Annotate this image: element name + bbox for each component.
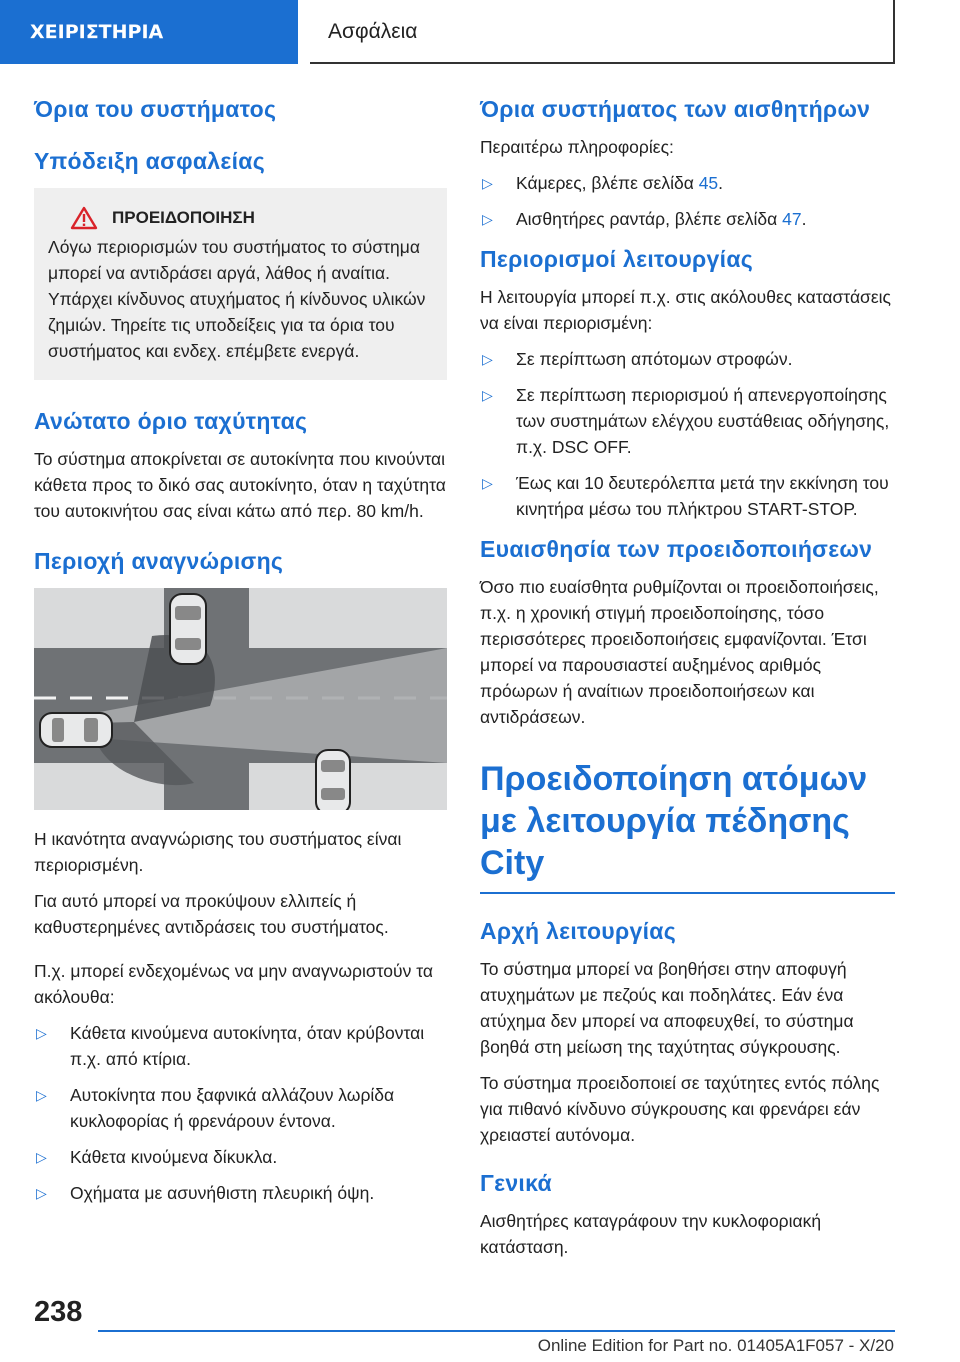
- triangle-bullet-icon: ▷: [482, 387, 493, 403]
- detection-area-illustration: [34, 588, 447, 810]
- list-item: [480, 382, 895, 460]
- heading-general: Γενικά: [480, 1170, 552, 1196]
- list-item: [480, 170, 895, 196]
- list-item: [34, 1144, 447, 1170]
- list-item: [480, 206, 895, 232]
- list-item: [34, 1180, 447, 1206]
- vehicle-own: [40, 713, 112, 747]
- triangle-bullet-icon: ▷: [36, 1087, 47, 1103]
- edition-text: Online Edition for Part no. 01405A1F057 - X/20: [537, 1336, 894, 1355]
- more-info-label: Περαιτέρω πληροφορίες:: [480, 137, 674, 157]
- principle-paragraph-1: Το σύστημα μπορεί να βοηθήσει στην αποφυγή ατυχημάτων με πεζούς και ποδηλάτες. Εάν ένα ατύχημα δεν μπορεί να αποφευχθεί, το σύστημα βοηθά στη μείωση της ταχύτητας σύγκρουσης.: [480, 959, 854, 1057]
- chapter-tab: ΧΕΙΡΙΣΤΗΡΙΑ: [0, 0, 298, 64]
- warning-triangle-icon: [70, 206, 98, 230]
- heading-sensitivity: Ευαισθησία των προειδοποιήσεων: [480, 536, 873, 562]
- list-item-text: Κάμερες, βλέπε σελίδα: [516, 173, 699, 193]
- heading-function-limits: Περιορισμοί λειτουργίας: [480, 246, 754, 272]
- speed-text: Το σύστημα αποκρίνεται σε αυτοκίνητα που κινούνται κάθετα προς το δικό σας αυτοκίνητο, όταν η ταχύτητα του αυτοκινήτου σας είναι κάτω από περ. 80 km/h.: [34, 449, 446, 521]
- triangle-bullet-icon: ▷: [482, 211, 493, 227]
- triangle-bullet-icon: ▷: [482, 351, 493, 367]
- triangle-bullet-icon: ▷: [36, 1149, 47, 1165]
- triangle-bullet-icon: ▷: [482, 475, 493, 491]
- area-paragraph-2: Για αυτό μπορεί να προκύψουν ελλιπείς ή καθυστερημένες αντιδράσεις του συστήματος.: [34, 891, 389, 937]
- heading-safety-note: Υπόδειξη ασφαλείας: [34, 148, 265, 174]
- warning-box: [34, 188, 447, 380]
- area-paragraph-3: Π.χ. μπορεί ενδεχομένως να μην αναγνωριστούν τα ακόλουθα:: [34, 961, 434, 1007]
- heading-principle: Αρχή λειτουργίας: [480, 918, 676, 944]
- list-item-end: .: [801, 209, 807, 229]
- list-item: [480, 470, 895, 522]
- heading-system-limits: Όρια του συστήματος: [34, 96, 277, 122]
- heading-max-speed: Ανώτατο όριο ταχύτητας: [34, 408, 308, 434]
- list-item-text: Αισθητήρες ραντάρ, βλέπε σελίδα: [516, 209, 783, 229]
- triangle-bullet-icon: ▷: [36, 1025, 47, 1041]
- vehicle-top: [170, 594, 206, 664]
- warning-title: ΠΡΟΕΙΔΟΠΟΙΗΣΗ: [112, 208, 255, 227]
- footer-rule: [98, 1330, 895, 1332]
- sensitivity-text: Όσο πιο ευαίσθητα ρυθμίζονται οι προειδοποιήσεις, π.χ. η χρονική στιγμή προειδοποίησης, τόσο περισσότερες προειδοποιήσεις εμφανίζονται. Έτσι μπορεί να παρουσιαστεί αυξημένος αριθμός πρόωρων ή αναίτιων προειδοποιήσεων και αντιδράσεων.: [480, 577, 879, 727]
- area-paragraph-1: Η ικανότητα αναγνώρισης του συστήματος είναι περιορισμένη.: [34, 829, 402, 875]
- undetected-list: [34, 1020, 447, 1206]
- function-text: Η λειτουργία μπορεί π.χ. στις ακόλουθες καταστάσεις να είναι περιορισμένη:: [480, 287, 891, 333]
- right-column: [480, 94, 895, 1270]
- warning-text: Λόγω περιορισμών του συστήματος το σύστημα μπορεί να αντιδράσει αργά, λάθος ή αναίτια. Υπάρχει κίνδυνος ατυχήματος ή κίνδυνος υλικών ζημιών. Τηρείτε τις υποδείξεις για τα όρια του συστήματος και ενδεχ. επέμβετε ενεργά.: [48, 237, 426, 361]
- list-item-text: Κάθετα κινούμενα δίκυκλα.: [70, 1147, 278, 1167]
- section-tab: Ασφάλεια: [310, 0, 895, 64]
- list-item: [34, 1082, 447, 1134]
- heading-sensor-limits: Όρια συστήματος των αισθητήρων: [480, 96, 871, 122]
- triangle-bullet-icon: ▷: [36, 1185, 47, 1201]
- page-link-radar[interactable]: 47: [782, 209, 802, 229]
- general-text: Αισθητήρες καταγράφουν την κυκλοφοριακή κατάσταση.: [480, 1211, 822, 1257]
- list-item-text: Κάθετα κινούμενα αυτοκίνητα, όταν κρύβονται π.χ. από κτίρια.: [70, 1023, 425, 1069]
- heading-detection-area: Περιοχή αναγνώρισης: [34, 548, 284, 574]
- vehicle-bottom: [316, 750, 350, 810]
- list-item-text: Έως και 10 δευτερόλεπτα μετά την εκκίνηση του κινητήρα μέσω του πλήκτρου START-STOP.: [516, 473, 889, 519]
- function-list: [480, 346, 895, 522]
- page-link-cameras[interactable]: 45: [698, 173, 719, 193]
- list-item-text: Αυτοκίνητα που ξαφνικά αλλάζουν λωρίδα κυκλοφορίας ή φρενάρουν έντονα.: [70, 1085, 395, 1131]
- list-item-text: Σε περίπτωση απότομων στροφών.: [516, 349, 793, 369]
- warning-title-row: [48, 206, 433, 230]
- triangle-bullet-icon: ▷: [482, 175, 493, 191]
- list-item: [480, 346, 895, 372]
- principle-paragraph-2: Το σύστημα προειδοποιεί σε ταχύτητες εντός πόλης για πιθανό κίνδυνο σύγκρουσης και φρενάρει εάν χρειαστεί αυτόνομα.: [480, 1073, 880, 1145]
- list-item-text: Οχήματα με ασυνήθιστη πλευρική όψη.: [70, 1183, 375, 1203]
- page-number: 238: [34, 1296, 83, 1328]
- more-info-list: [480, 170, 895, 232]
- heading-city-braking: Προειδοποίηση ατόμων με λειτουργία πέδησης City: [480, 760, 868, 882]
- list-item: [34, 1020, 447, 1072]
- list-item-end: .: [718, 173, 724, 193]
- list-item-text: Σε περίπτωση περιορισμού ή απενεργοποίησης των συστημάτων ελέγχου ευστάθειας οδήγησης, π.χ. DSC OFF.: [516, 385, 890, 457]
- left-column: [34, 94, 447, 1218]
- heading-rule: [480, 892, 895, 894]
